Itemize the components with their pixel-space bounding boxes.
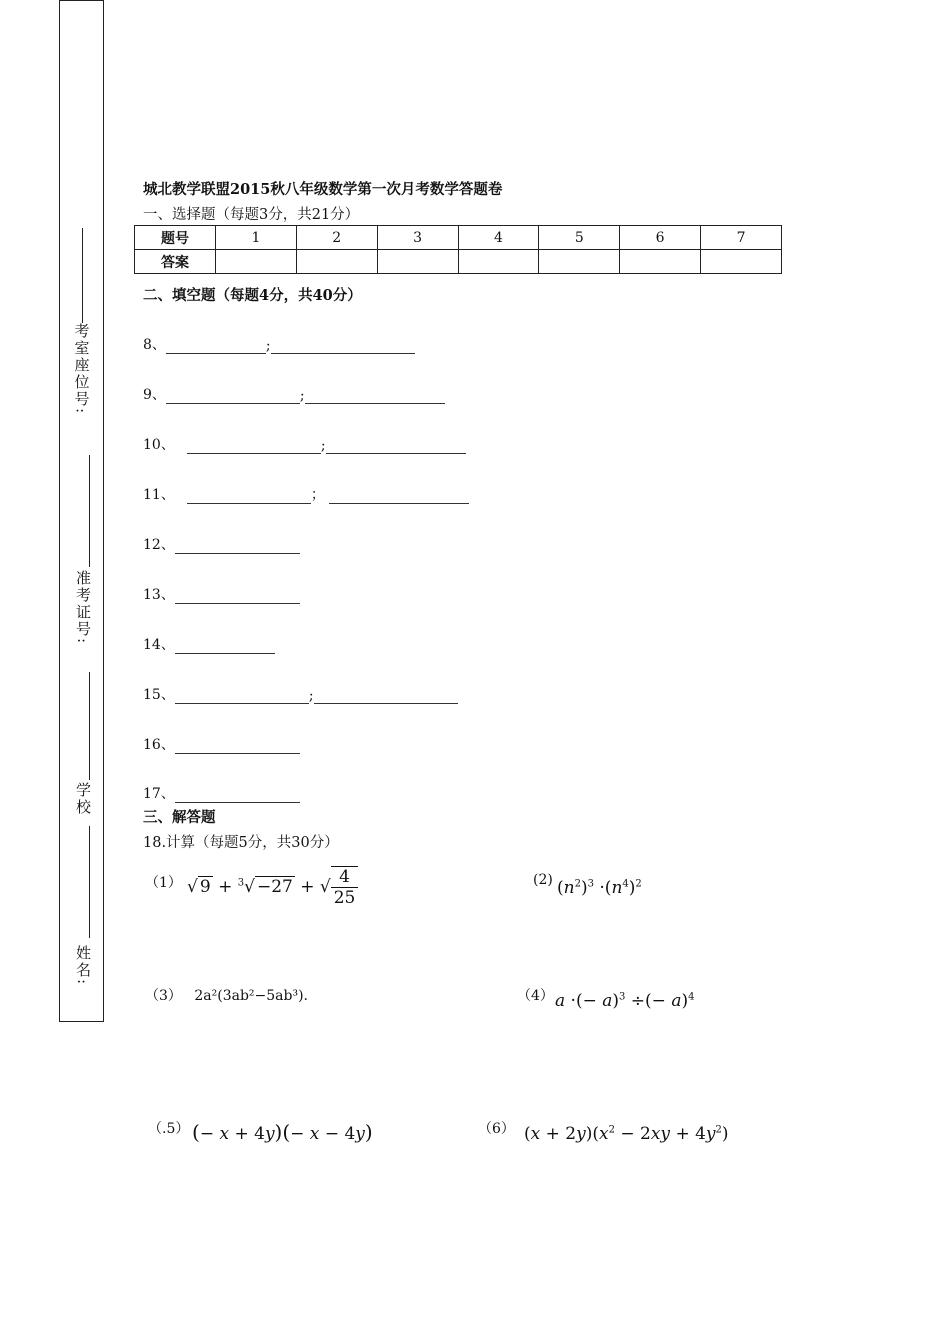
answer-cell[interactable] xyxy=(377,250,458,274)
q-number: 8、 xyxy=(143,337,166,353)
problem-4-expr: a ·(− a)$^3$ ÷(− a)$^4$ xyxy=(555,991,695,1011)
problem-4: （4） a ·(− a)$^3$ ÷(− a)$^4$ xyxy=(517,988,695,1011)
q-number: 17、 xyxy=(143,786,175,802)
section-fill: 二、填空题（每题4分，共40分） xyxy=(143,287,362,304)
section-choice: 一、选择题（每题3分，共21分） xyxy=(143,207,360,223)
seat-line xyxy=(82,228,83,323)
problem-3-expr: 2a²(3ab²−5ab³). xyxy=(194,988,309,1004)
problem-1: （1） √ 9 + $^3$√ −27 + √ $\frac{4}{25}$ xyxy=(145,872,182,892)
blank-q13[interactable] xyxy=(143,584,300,604)
table-row xyxy=(135,226,782,250)
section-solve: 三、解答题 xyxy=(143,809,216,826)
answer-cell[interactable] xyxy=(296,250,377,274)
q-number: 10、 xyxy=(143,437,175,453)
blank-q11[interactable]: 11、 ； xyxy=(143,484,469,504)
problem-5-expr: (− x + 4y)(− x − 4y) xyxy=(192,1120,373,1144)
answer-table xyxy=(134,225,782,274)
blank-q8[interactable]: 8、 ; xyxy=(143,334,415,354)
problem-2: (2) $(n^2)^3 \cdot(n^4)^2$ xyxy=(533,872,642,898)
table-cell: 2 xyxy=(296,226,377,250)
exam-no-line xyxy=(89,455,90,567)
answer-cell[interactable] xyxy=(216,250,297,274)
q-number: 12、 xyxy=(143,537,175,553)
table-header: 答案 xyxy=(135,250,216,274)
problem-6-expr: $(x + 2y)(x^2 - 2xy + 4y^2)$ xyxy=(524,1124,729,1144)
blank-q14[interactable] xyxy=(143,634,275,654)
q-number: 9、 xyxy=(143,387,166,403)
name-label: 姓名: xyxy=(74,945,92,987)
seat-label: 考室座位号: xyxy=(72,323,91,416)
table-header: 题号 xyxy=(135,226,216,250)
school-line xyxy=(89,672,90,780)
q18-heading: 18.计算（每题5分，共30分） xyxy=(143,835,339,851)
table-cell: 6 xyxy=(620,226,701,250)
blank-q10[interactable]: 10、 ; xyxy=(143,434,466,454)
exam-no-label: 准考证号: xyxy=(74,570,92,646)
table-row xyxy=(135,250,782,274)
q-number: 13、 xyxy=(143,587,175,603)
q-number: 11、 xyxy=(143,487,175,503)
problem-1-expr: √ 9 + $^3$√ −27 + √ $\frac{4}{25}$ xyxy=(187,866,358,908)
problem-3: （3） 2a²(3ab²−5ab³). xyxy=(145,988,309,1004)
blank-q16[interactable] xyxy=(143,734,300,754)
answer-cell[interactable] xyxy=(458,250,539,274)
problem-2-expr: $(n^2)^3 \cdot(n^4)^2$ xyxy=(557,878,642,898)
binding-strip xyxy=(59,0,104,1022)
name-line xyxy=(89,826,90,938)
q-number: 16、 xyxy=(143,737,175,753)
answer-cell[interactable] xyxy=(701,250,782,274)
table-cell: 7 xyxy=(701,226,782,250)
answer-cell[interactable] xyxy=(620,250,701,274)
problem-6: （6） $(x + 2y)(x^2 - 2xy + 4y^2)$ xyxy=(478,1121,729,1144)
seat-field xyxy=(64,228,100,415)
table-cell: 1 xyxy=(216,226,297,250)
blank-q9[interactable]: 9、 ; xyxy=(143,384,445,404)
blank-q12[interactable] xyxy=(143,534,300,554)
q-number: 15、 xyxy=(143,687,175,703)
table-cell: 5 xyxy=(539,226,620,250)
q-number: 14、 xyxy=(143,637,175,653)
answer-cell[interactable] xyxy=(539,250,620,274)
table-cell: 3 xyxy=(377,226,458,250)
school-label: 学校 xyxy=(74,782,92,816)
blank-q17[interactable] xyxy=(143,783,300,803)
blank-q15[interactable]: 15、 ; xyxy=(143,684,458,704)
page-title: 城北教学联盟2015秋八年级数学第一次月考数学答题卷 xyxy=(143,181,503,198)
table-cell: 4 xyxy=(458,226,539,250)
problem-5: （.5） (− x + 4y)(− x − 4y) xyxy=(148,1120,373,1144)
